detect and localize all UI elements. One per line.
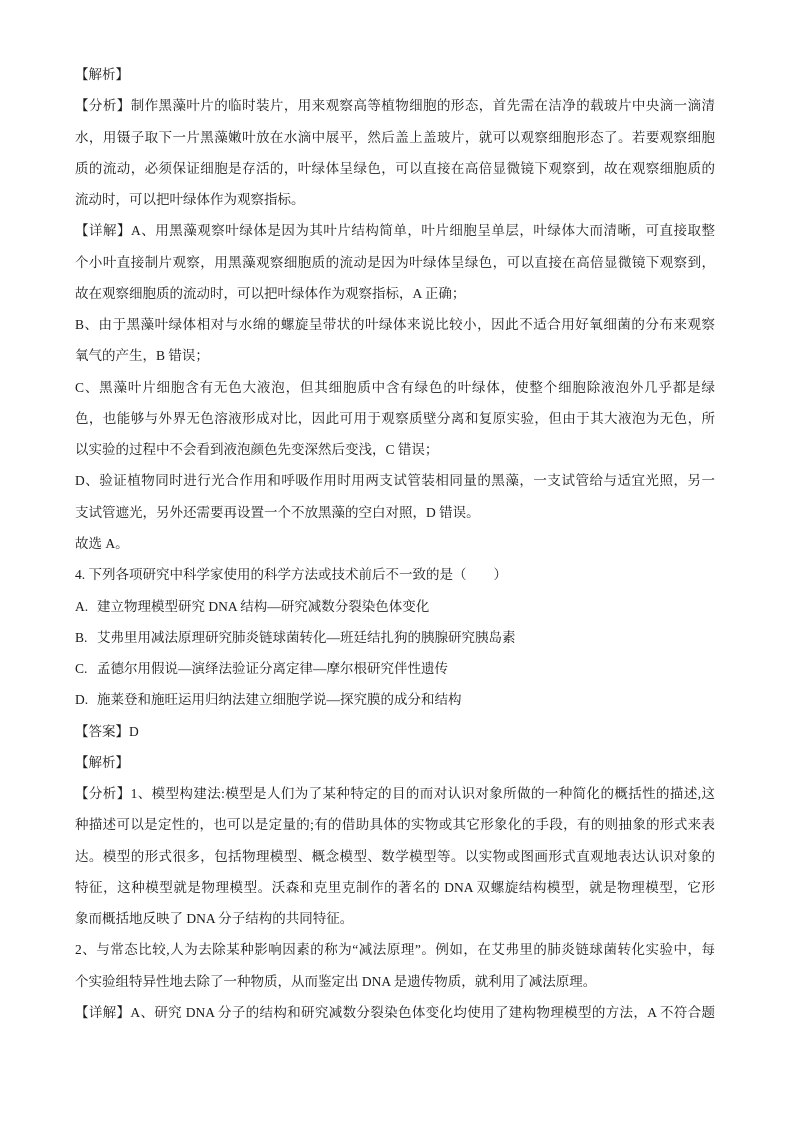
q3-detail-b-line: B、由于黑藻叶绿体相对与水绵的螺旋呈带状的叶绿体来说比较小，因此不适合用好氧细菌的分布来观察 bbox=[75, 317, 715, 333]
option-label: B. bbox=[75, 629, 88, 645]
q4-analysis-2-line: 个实验组特异性地去除了一种物质，从而鉴定出 DNA 是遗传物质，就利用了减法原理。 bbox=[75, 973, 597, 989]
q3-detail-c-line: 以实验的过程中不会看到液泡颜色先变深然后变浅，C 错误； bbox=[75, 442, 439, 458]
q4-question: 4. 下列各项研究中科学家使用的科学方法或技术前后不一致的是（ ） bbox=[75, 567, 507, 583]
option-text: 艾弗里用减法原理研究肺炎链球菌转化—班廷结扎狗的胰腺研究胰岛素 bbox=[97, 629, 516, 645]
q4-answer: 【答案】D bbox=[75, 723, 139, 739]
q4-explanation-heading: 【解析】 bbox=[75, 754, 129, 770]
q3-detail-b-line: 氧气的产生，B 错误； bbox=[75, 348, 209, 364]
option-text: 施莱登和施旺运用归纳法建立细胞学说—探究膜的成分和结构 bbox=[97, 692, 462, 708]
q3-detail-d-line: D、验证植物同时进行光合作用和呼吸作用时用两支试管装相同量的黑藻，一支试管给与适宜光照，另一 bbox=[75, 473, 715, 489]
q4-analysis-1-line: 【分析】1、模型构建法:模型是人们为了某种特定的目的而对认识对象所做的一种简化的概括性的描述,这 bbox=[75, 786, 715, 802]
q3-detail-a-line: 个小叶直接制片观察，用黑藻观察细胞质的流动是因为叶绿体呈绿色，可以直接在高倍显微镜下观察到， bbox=[75, 254, 715, 270]
q4-analysis-1-line: 特征，这种模型就是物理模型。沃森和克里克制作的著名的 DNA 双螺旋结构模型，就是物理模型，它形 bbox=[75, 879, 715, 895]
option-text: 建立物理模型研究 DNA 结构—研究减数分裂染色体变化 bbox=[97, 598, 430, 614]
q3-analysis-line: 质的流动，必须保证细胞是存活的，叶绿体呈绿色，可以直接在高倍显微镜下观察到，故在观察细胞质的 bbox=[75, 160, 715, 176]
q4-option-a bbox=[75, 591, 715, 622]
q3-detail-a-line: 故在观察细胞质的流动时，可以把叶绿体作为观察指标，A 正确； bbox=[75, 285, 466, 301]
q3-analysis-line: 水，用镊子取下一片黑藻嫩叶放在水滴中展平，然后盖上盖玻片，就可以观察细胞形态了。若要观察细胞 bbox=[75, 129, 715, 145]
q3-conclusion: 故选 A。 bbox=[75, 535, 129, 551]
q4-analysis-1-line: 种描述可以是定性的，也可以是定量的;有的借助具体的实物或其它形象化的手段，有的则抽象的形式来表 bbox=[75, 817, 715, 833]
q4-detail-line: 【详解】A、研究 DNA 分子的结构和研究减数分裂染色体变化均使用了建构物理模型的方法，A 不符合题 bbox=[75, 1004, 715, 1020]
option-label: D. bbox=[75, 692, 89, 708]
q3-detail-a-line: 【详解】A、用黑藻观察叶绿体是因为其叶片结构简单，叶片细胞呈单层，叶绿体大而清晰，可直接取整 bbox=[75, 223, 715, 239]
q3-analysis-line: 【分析】制作黑藻叶片的临时装片，用来观察高等植物细胞的形态，首先需在洁净的载玻片中央滴一滴清 bbox=[75, 98, 715, 114]
q3-detail-c-line: 色，也能够与外界无色溶液形成对比，因此可用于观察质壁分离和复原实验，但由于其大液泡为无色，所 bbox=[75, 410, 715, 426]
page-content bbox=[75, 59, 715, 1028]
q4-analysis-1-line: 达。模型的形式很多，包括物理模型、概念模型、数学模型等。以实物或图画形式直观地表达认识对象的 bbox=[75, 848, 715, 864]
q3-analysis-line: 流动时，可以把叶绿体作为观察指标。 bbox=[75, 192, 305, 208]
q3-detail-d-line: 支试管遮光，另外还需要再设置一个不放黑藻的空白对照，D 错误。 bbox=[75, 504, 480, 520]
q3-explanation-heading: 【解析】 bbox=[75, 67, 129, 82]
q4-analysis-1-line: 象而概括地反映了 DNA 分子结构的共同特征。 bbox=[75, 911, 354, 927]
q4-option-d bbox=[75, 684, 715, 715]
option-label: A. bbox=[75, 598, 89, 614]
option-label: C. bbox=[75, 661, 88, 677]
q3-detail-c-line: C、黑藻叶片细胞含有无色大液泡，但其细胞质中含有绿色的叶绿体，使整个细胞除液泡外几乎都是绿 bbox=[75, 379, 715, 395]
option-text: 孟德尔用假说—演绎法验证分离定律—摩尔根研究伴性遗传 bbox=[97, 661, 448, 677]
q4-analysis-2-line: 2、与常态比较,人为去除某种影响因素的称为“减法原理”。例如，在艾弗里的肺炎链球菌转化实验中，每 bbox=[75, 942, 715, 958]
q4-option-b bbox=[75, 622, 715, 653]
q4-option-c bbox=[75, 653, 715, 684]
